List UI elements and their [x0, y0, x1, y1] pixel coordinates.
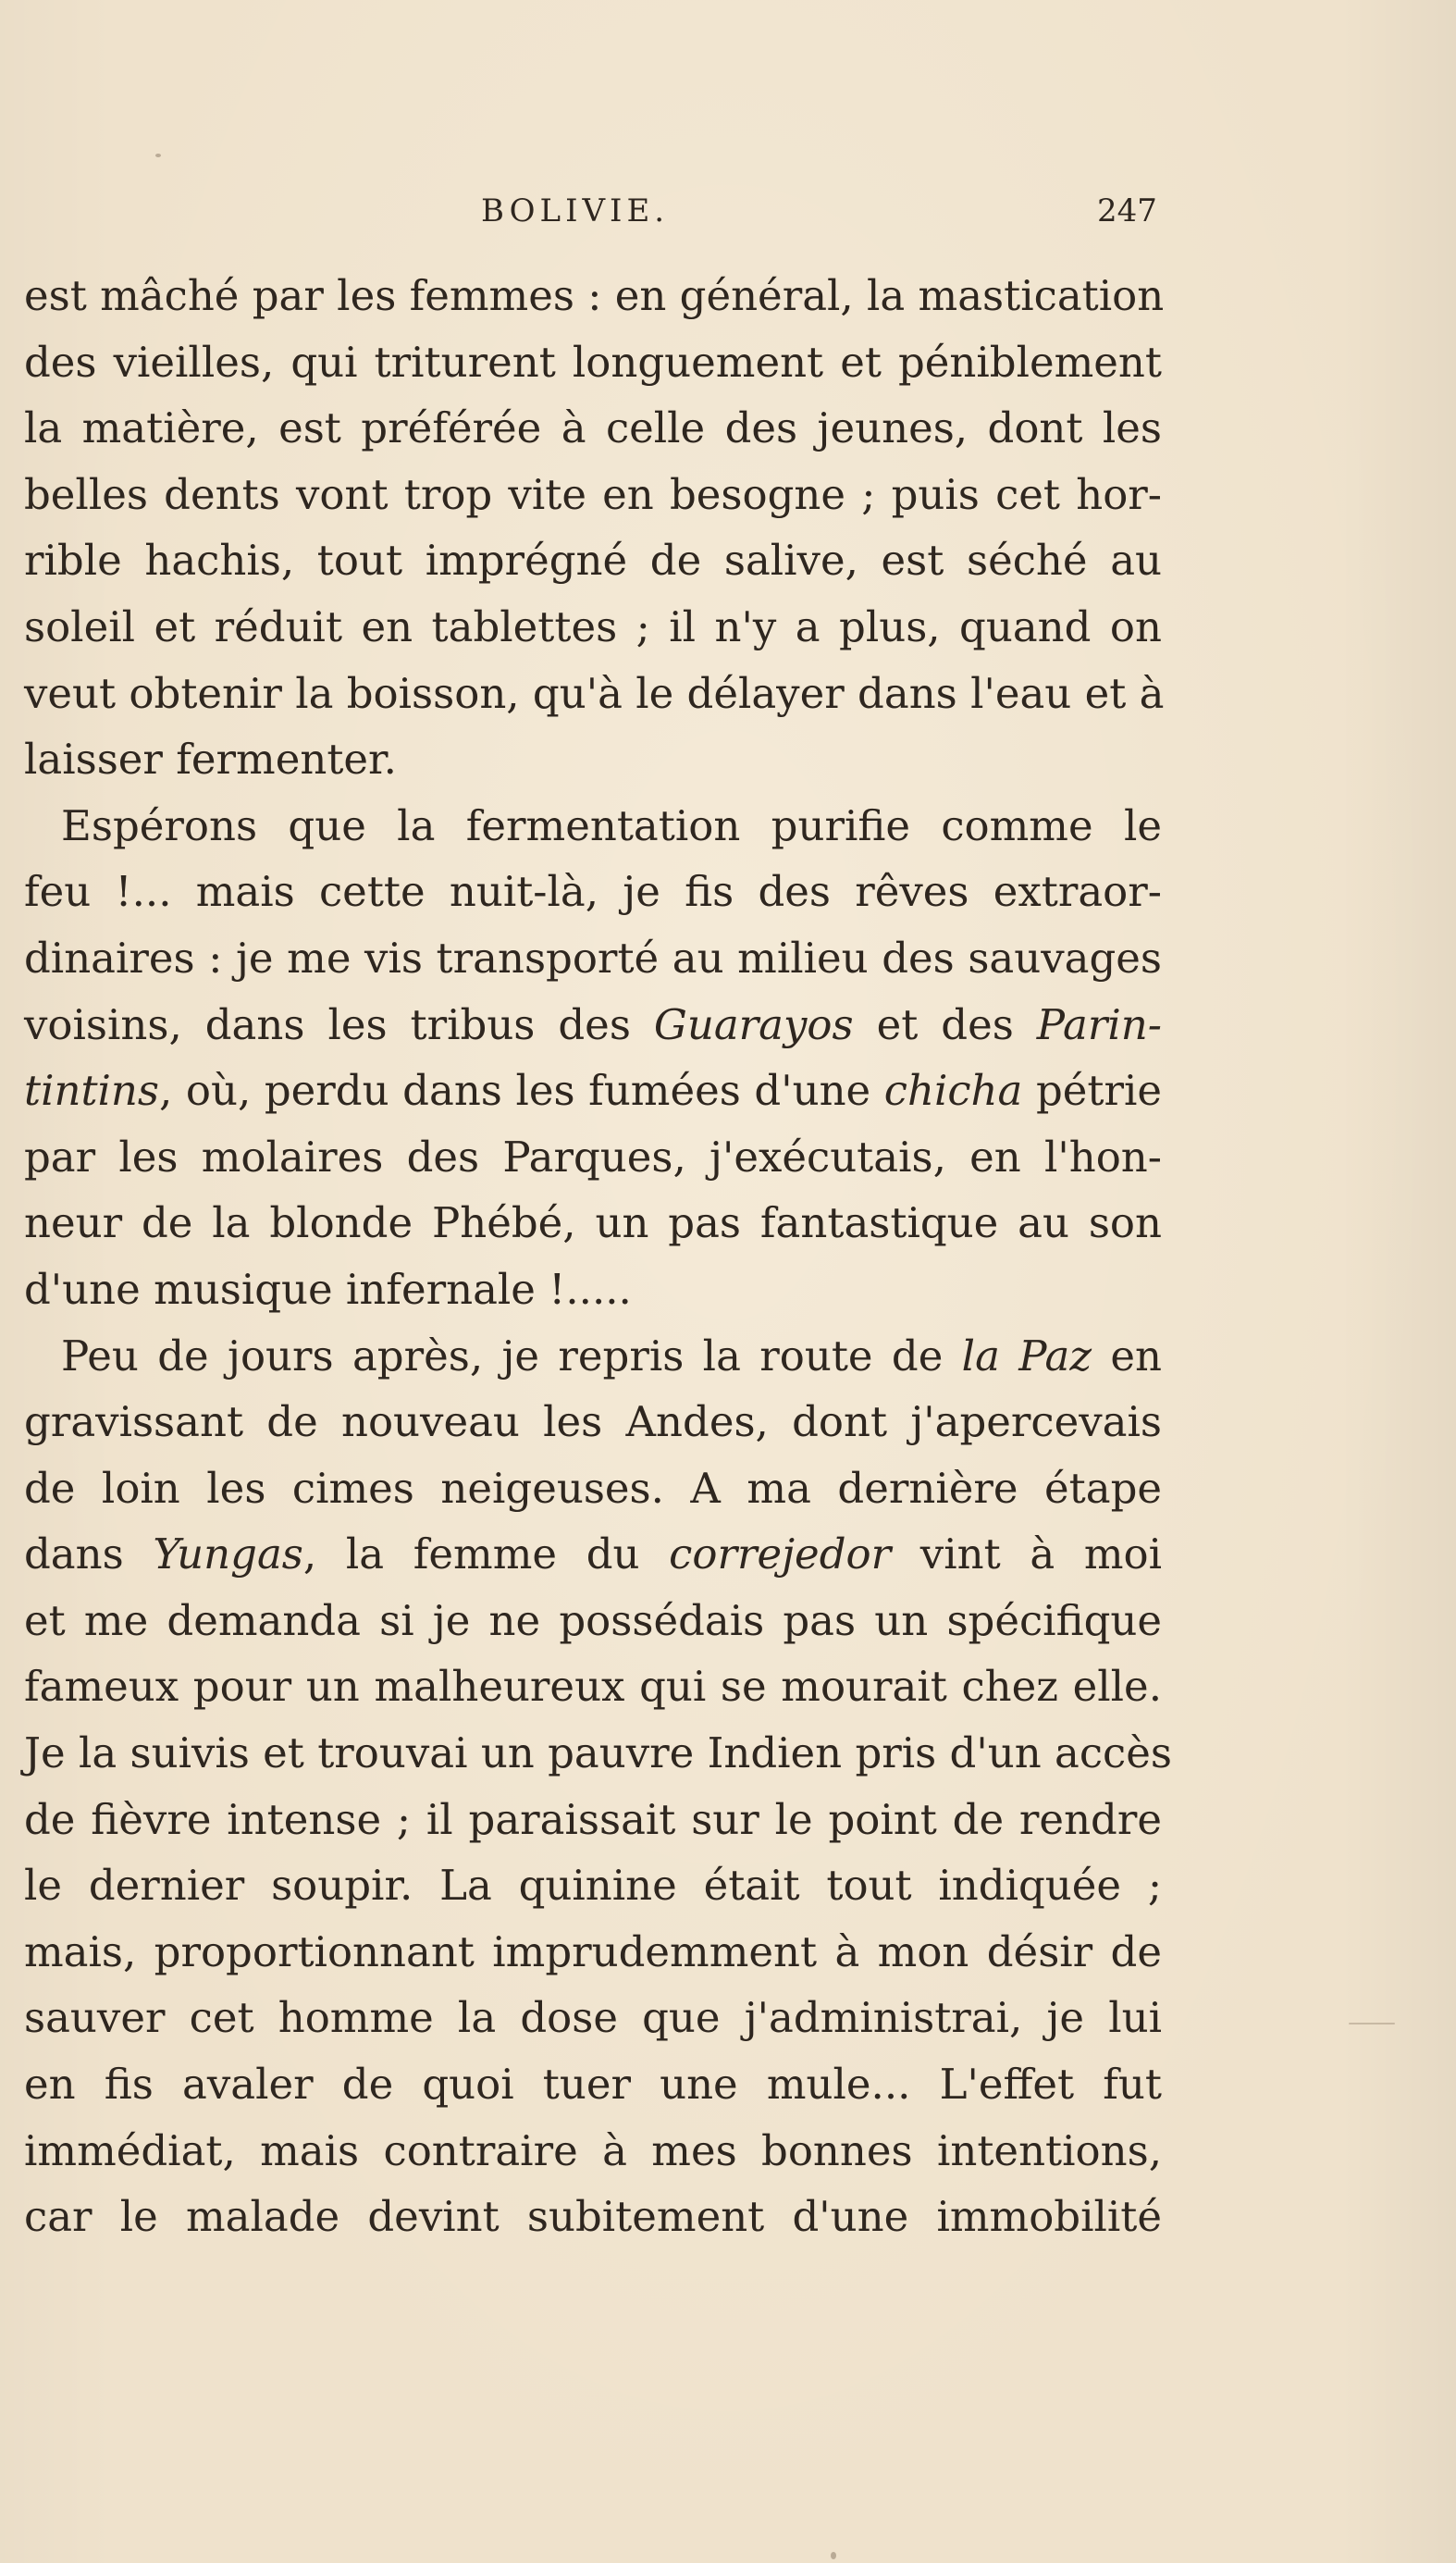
- text-segment: en: [1092, 1331, 1162, 1381]
- text-segment: feu !... mais cette nuit-là, je fis des rêves extraor-: [24, 867, 1162, 917]
- text-line: [24, 1919, 1162, 1986]
- paper-speck: [831, 2552, 836, 2559]
- text-segment: de loin les cimes neigeuses. A ma dernière étape: [24, 1463, 1162, 1513]
- text-line: [24, 859, 1162, 925]
- text-segment: d'une musique infernale !.....: [24, 1264, 632, 1314]
- text-line: [24, 1852, 1162, 1919]
- italic-segment: tintins: [24, 1066, 160, 1116]
- text-line: [24, 1124, 1162, 1191]
- text-segment: vint à moi: [891, 1529, 1162, 1579]
- text-segment: , où, perdu dans les fumées d'une: [159, 1066, 884, 1116]
- text-line: [24, 1588, 1162, 1654]
- text-segment: pétrie: [1022, 1066, 1163, 1116]
- text-segment: le dernier soupir. La quinine était tout indiquée ;: [24, 1861, 1162, 1911]
- italic-segment: Parin-: [1036, 999, 1162, 1049]
- text-line: [24, 527, 1162, 594]
- running-head: [0, 183, 1456, 239]
- text-line: [24, 1787, 1162, 1853]
- text-line: [24, 1389, 1162, 1455]
- text-line: [24, 2184, 1162, 2250]
- text-segment: gravissant de nouveau les Andes, dont j'apercevais: [24, 1397, 1162, 1447]
- text-line: [24, 1257, 1162, 1323]
- text-line: [24, 1720, 1172, 1787]
- text-line: [24, 329, 1162, 396]
- text-line: [24, 726, 1162, 793]
- paper-speck: [155, 154, 161, 157]
- text-segment: dans: [24, 1529, 154, 1579]
- text-segment: veut obtenir la boisson, qu'à le délayer dans l'eau et à: [24, 668, 1165, 718]
- italic-segment: correjedor: [669, 1529, 892, 1579]
- body-text: [24, 263, 1172, 2250]
- italic-segment: la Paz: [961, 1331, 1092, 1381]
- text-segment: sauver cet homme la dose que j'administrai, je lui: [24, 1993, 1162, 2043]
- text-segment: la matière, est préférée à celle des jeunes, dont les: [24, 403, 1162, 453]
- text-line: [24, 1521, 1162, 1588]
- text-segment: et des: [853, 999, 1037, 1049]
- running-title: BOLIVIE.: [481, 192, 670, 229]
- text-segment: en fis avaler de quoi tuer une mule... L'effet fut: [24, 2060, 1162, 2110]
- text-segment: est mâché par les femmes : en général, la mastication: [24, 271, 1165, 320]
- text-segment: Espérons que la fermentation purifie comme le: [61, 800, 1162, 850]
- text-line: [24, 462, 1162, 528]
- text-segment: des vieilles, qui triturent longuement et péniblement: [24, 337, 1162, 387]
- text-segment: Je la suivis et trouvai un pauvre Indien pris d'un accès: [24, 1728, 1172, 1778]
- text-line: [24, 925, 1162, 992]
- italic-segment: Yungas: [153, 1529, 303, 1579]
- page-number: 247: [1097, 192, 1157, 229]
- text-line: [24, 992, 1162, 1059]
- text-line: [24, 1323, 1162, 1390]
- text-segment: belles dents vont trop vite en besogne ; puis cet hor-: [24, 469, 1162, 519]
- text-segment: et me demanda si je ne possédais pas un spécifique: [24, 1595, 1162, 1645]
- italic-segment: Guarayos: [653, 999, 854, 1049]
- italic-segment: chicha: [883, 1066, 1023, 1116]
- text-segment: immédiat, mais contraire à mes bonnes intentions,: [24, 2125, 1162, 2175]
- text-segment: voisins, dans les tribus des: [24, 999, 654, 1049]
- text-segment: soleil et réduit en tablettes ; il n'y a plus, quand on: [24, 601, 1162, 651]
- text-line: [24, 1455, 1162, 1522]
- text-segment: fameux pour un malheureux qui se mourait chez elle.: [24, 1662, 1162, 1712]
- text-line: [24, 661, 1165, 727]
- text-line: [24, 263, 1165, 329]
- text-line: [24, 1058, 1162, 1124]
- text-segment: , la femme du: [302, 1529, 670, 1579]
- text-line: [24, 793, 1162, 860]
- text-line: [24, 1985, 1162, 2051]
- text-line: [24, 1190, 1162, 1257]
- text-segment: dinaires : je me vis transporté au milieu des sauvages: [24, 933, 1162, 983]
- text-segment: par les molaires des Parques, j'exécutais, en l'hon-: [24, 1132, 1162, 1182]
- text-line: [24, 395, 1162, 462]
- text-segment: rible hachis, tout imprégné de salive, est séché au: [24, 536, 1162, 586]
- text-segment: de fièvre intense ; il paraissait sur le point de rendre: [24, 1794, 1162, 1844]
- text-segment: mais, proportionnant imprudemment à mon désir de: [24, 1926, 1162, 1976]
- text-line: [24, 2118, 1162, 2185]
- text-line: [24, 594, 1162, 661]
- text-segment: laisser fermenter.: [24, 735, 397, 785]
- text-segment: car le malade devint subitement d'une immobilité: [24, 2192, 1162, 2242]
- text-line: [24, 1653, 1162, 1720]
- text-line: [24, 2051, 1162, 2118]
- text-segment: Peu de jours après, je repris la route de: [61, 1331, 962, 1381]
- paper-speck: [1349, 2023, 1395, 2024]
- text-segment: neur de la blonde Phébé, un pas fantastique au son: [24, 1198, 1162, 1248]
